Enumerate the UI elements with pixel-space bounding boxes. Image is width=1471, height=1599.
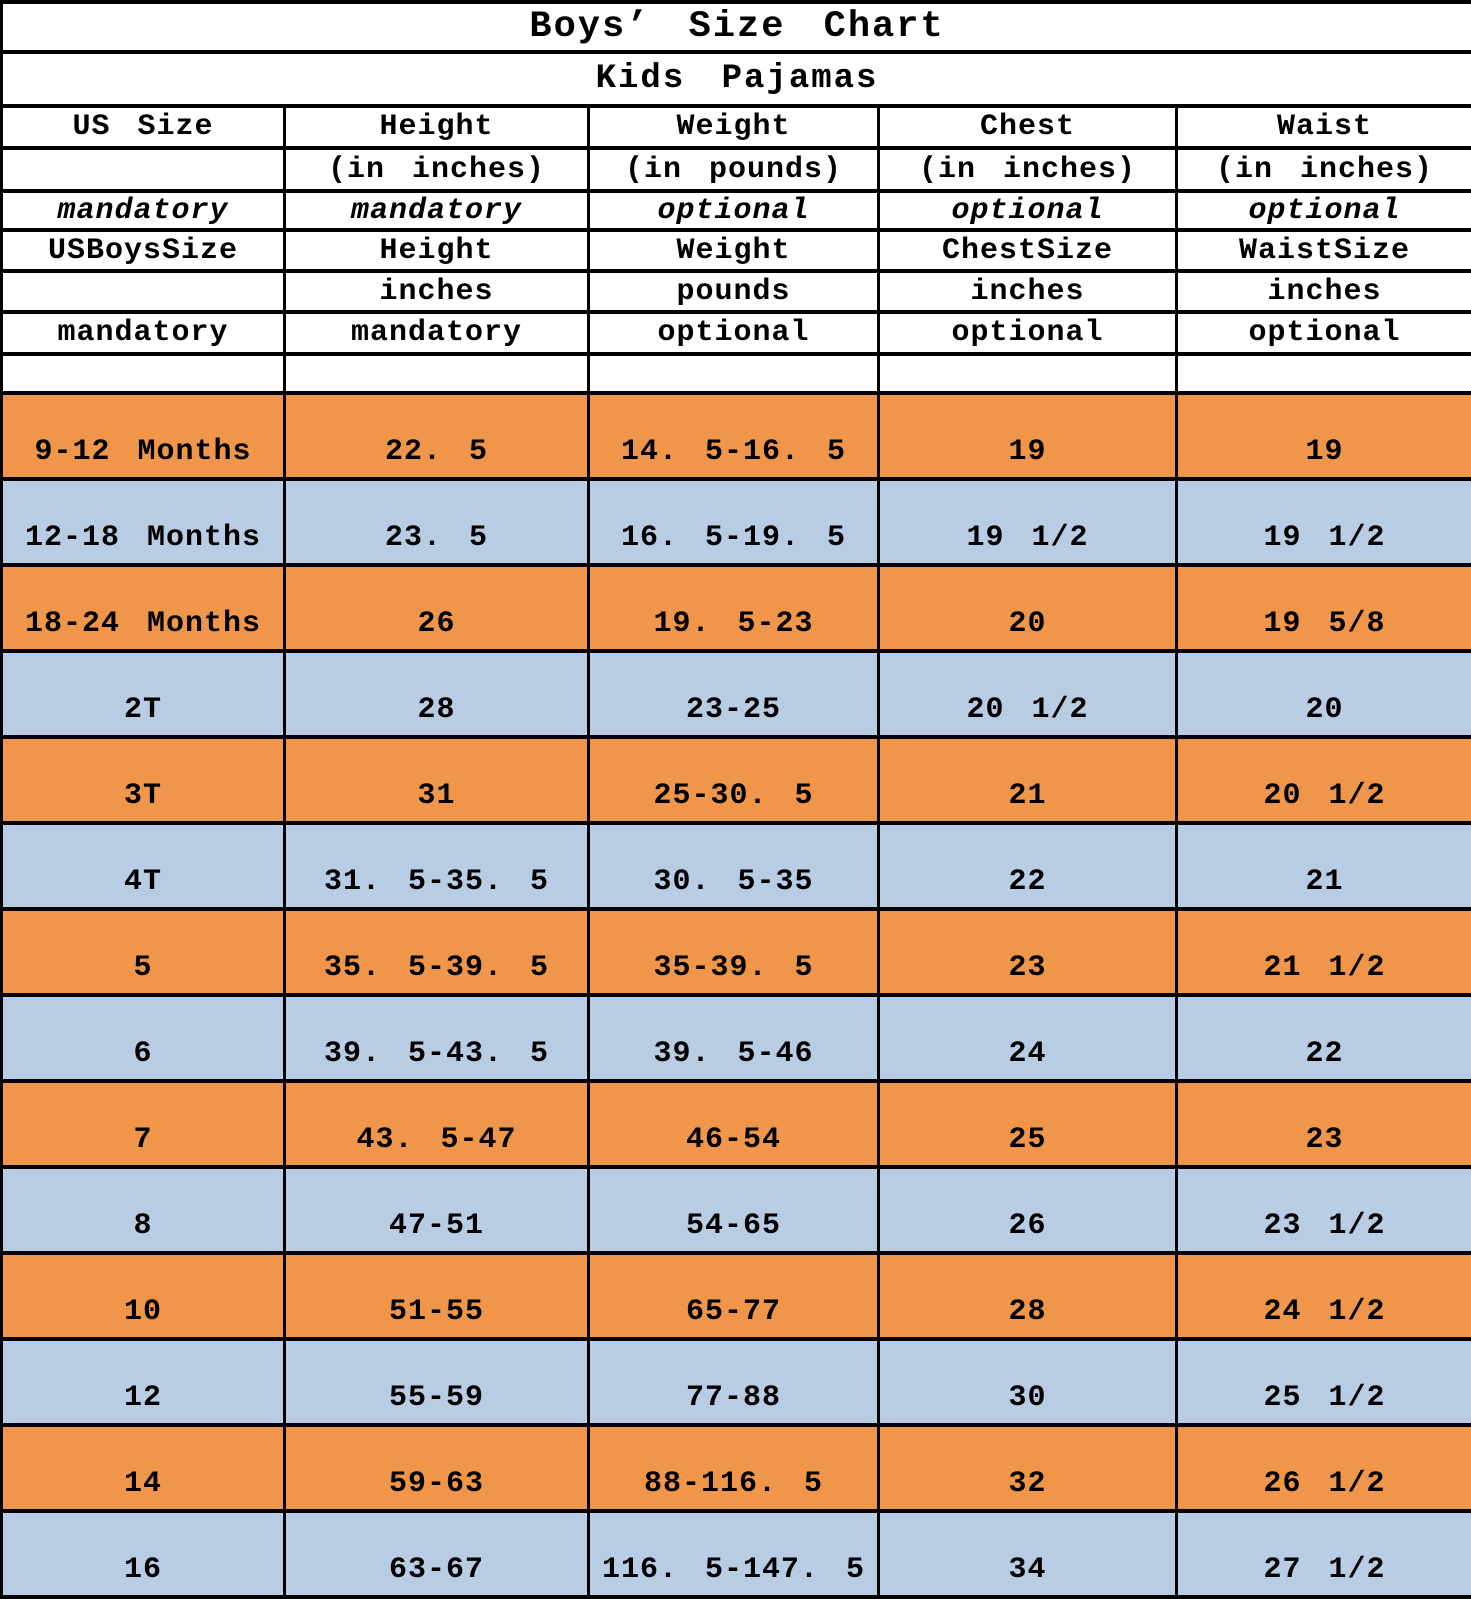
data-cell: 23. 5 bbox=[285, 479, 589, 565]
data-cell: 2T bbox=[2, 651, 285, 737]
header-cell: USBoysSize bbox=[2, 230, 285, 271]
header-cell: Waist bbox=[1177, 106, 1471, 148]
data-cell: 77-88 bbox=[589, 1339, 879, 1425]
spacer-cell bbox=[879, 354, 1177, 393]
data-cell: 59-63 bbox=[285, 1425, 589, 1511]
table-row bbox=[2, 823, 1471, 909]
header-cell: (in inches) bbox=[285, 148, 589, 191]
data-cell: 116. 5-147. 5 bbox=[589, 1511, 879, 1597]
data-cell: 35-39. 5 bbox=[589, 909, 879, 995]
data-cell: 23 bbox=[1177, 1081, 1471, 1167]
header-cell: ChestSize bbox=[879, 230, 1177, 271]
header-cell: optional bbox=[589, 312, 879, 354]
header-cell: mandatory bbox=[2, 191, 285, 230]
data-cell: 16. 5-19. 5 bbox=[589, 479, 879, 565]
data-cell: 39. 5-46 bbox=[589, 995, 879, 1081]
data-cell: 31 bbox=[285, 737, 589, 823]
data-cell: 21 bbox=[879, 737, 1177, 823]
data-cell: 19. 5-23 bbox=[589, 565, 879, 651]
data-cell: 7 bbox=[2, 1081, 285, 1167]
table-row bbox=[2, 737, 1471, 823]
table-row bbox=[2, 1511, 1471, 1597]
data-cell: 43. 5-47 bbox=[285, 1081, 589, 1167]
data-cell: 6 bbox=[2, 995, 285, 1081]
data-cell: 22 bbox=[879, 823, 1177, 909]
data-cell: 34 bbox=[879, 1511, 1177, 1597]
header-cell: optional bbox=[589, 191, 879, 230]
data-cell: 23-25 bbox=[589, 651, 879, 737]
table-subtitle: Kids Pajamas bbox=[2, 52, 1471, 106]
data-cell: 27 1/2 bbox=[1177, 1511, 1471, 1597]
header-cell: WaistSize bbox=[1177, 230, 1471, 271]
data-cell: 20 1/2 bbox=[879, 651, 1177, 737]
table-row bbox=[2, 1425, 1471, 1511]
table-row bbox=[2, 479, 1471, 565]
data-cell: 55-59 bbox=[285, 1339, 589, 1425]
table-row bbox=[2, 393, 1471, 479]
header-cell bbox=[2, 148, 285, 191]
data-cell: 4T bbox=[2, 823, 285, 909]
header-cell: (in inches) bbox=[1177, 148, 1471, 191]
data-cell: 19 bbox=[879, 393, 1177, 479]
data-cell: 19 1/2 bbox=[1177, 479, 1471, 565]
data-cell: 31. 5-35. 5 bbox=[285, 823, 589, 909]
data-cell: 9-12 Months bbox=[2, 393, 285, 479]
data-cell: 28 bbox=[879, 1253, 1177, 1339]
data-cell: 24 bbox=[879, 995, 1177, 1081]
table-row bbox=[2, 1253, 1471, 1339]
header-row bbox=[2, 230, 1471, 271]
data-cell: 23 bbox=[879, 909, 1177, 995]
header-cell: Height bbox=[285, 230, 589, 271]
header-row bbox=[2, 191, 1471, 230]
header-cell: mandatory bbox=[285, 312, 589, 354]
data-cell: 65-77 bbox=[589, 1253, 879, 1339]
data-cell: 16 bbox=[2, 1511, 285, 1597]
header-row bbox=[2, 106, 1471, 148]
data-cell: 32 bbox=[879, 1425, 1177, 1511]
subtitle-row bbox=[2, 52, 1471, 106]
spacer-cell bbox=[1177, 354, 1471, 393]
data-cell: 22 bbox=[1177, 995, 1471, 1081]
title-row bbox=[2, 2, 1471, 52]
data-cell: 54-65 bbox=[589, 1167, 879, 1253]
data-cell: 25-30. 5 bbox=[589, 737, 879, 823]
table-row bbox=[2, 909, 1471, 995]
data-cell: 19 1/2 bbox=[879, 479, 1177, 565]
header-cell: inches bbox=[1177, 271, 1471, 312]
header-cell: optional bbox=[879, 312, 1177, 354]
data-cell: 8 bbox=[2, 1167, 285, 1253]
header-cell: mandatory bbox=[285, 191, 589, 230]
data-cell: 25 1/2 bbox=[1177, 1339, 1471, 1425]
spacer-row bbox=[2, 354, 1471, 393]
header-cell: (in inches) bbox=[879, 148, 1177, 191]
data-cell: 14 bbox=[2, 1425, 285, 1511]
header-cell: pounds bbox=[589, 271, 879, 312]
header-row bbox=[2, 271, 1471, 312]
data-cell: 20 bbox=[879, 565, 1177, 651]
table-row bbox=[2, 995, 1471, 1081]
data-cell: 24 1/2 bbox=[1177, 1253, 1471, 1339]
data-cell: 18-24 Months bbox=[2, 565, 285, 651]
data-cell: 63-67 bbox=[285, 1511, 589, 1597]
data-cell: 88-116. 5 bbox=[589, 1425, 879, 1511]
data-cell: 30 bbox=[879, 1339, 1177, 1425]
header-cell: US Size bbox=[2, 106, 285, 148]
data-cell: 51-55 bbox=[285, 1253, 589, 1339]
header-cell: Chest bbox=[879, 106, 1177, 148]
data-cell: 28 bbox=[285, 651, 589, 737]
data-cell: 26 1/2 bbox=[1177, 1425, 1471, 1511]
table-row bbox=[2, 1081, 1471, 1167]
spacer-cell bbox=[589, 354, 879, 393]
data-cell: 21 1/2 bbox=[1177, 909, 1471, 995]
data-cell: 26 bbox=[285, 565, 589, 651]
data-cell: 35. 5-39. 5 bbox=[285, 909, 589, 995]
header-cell: optional bbox=[1177, 312, 1471, 354]
header-cell: Weight bbox=[589, 230, 879, 271]
data-cell: 19 bbox=[1177, 393, 1471, 479]
data-cell: 5 bbox=[2, 909, 285, 995]
table-row bbox=[2, 1167, 1471, 1253]
table-row bbox=[2, 1339, 1471, 1425]
header-cell: inches bbox=[879, 271, 1177, 312]
data-cell: 20 bbox=[1177, 651, 1471, 737]
header-row bbox=[2, 312, 1471, 354]
data-cell: 10 bbox=[2, 1253, 285, 1339]
header-cell: optional bbox=[1177, 191, 1471, 230]
spacer-cell bbox=[2, 354, 285, 393]
header-cell: Weight bbox=[589, 106, 879, 148]
table-row bbox=[2, 565, 1471, 651]
data-cell: 47-51 bbox=[285, 1167, 589, 1253]
data-cell: 3T bbox=[2, 737, 285, 823]
header-cell: mandatory bbox=[2, 312, 285, 354]
data-cell: 39. 5-43. 5 bbox=[285, 995, 589, 1081]
header-cell: Height bbox=[285, 106, 589, 148]
data-cell: 23 1/2 bbox=[1177, 1167, 1471, 1253]
data-cell: 26 bbox=[879, 1167, 1177, 1253]
data-cell: 20 1/2 bbox=[1177, 737, 1471, 823]
data-cell: 19 5/8 bbox=[1177, 565, 1471, 651]
data-cell: 12-18 Months bbox=[2, 479, 285, 565]
header-row bbox=[2, 148, 1471, 191]
spacer-cell bbox=[285, 354, 589, 393]
data-cell: 12 bbox=[2, 1339, 285, 1425]
header-cell: (in pounds) bbox=[589, 148, 879, 191]
data-cell: 25 bbox=[879, 1081, 1177, 1167]
data-cell: 14. 5-16. 5 bbox=[589, 393, 879, 479]
table-title: Boys’ Size Chart bbox=[2, 2, 1471, 52]
data-cell: 46-54 bbox=[589, 1081, 879, 1167]
header-cell bbox=[2, 271, 285, 312]
data-cell: 22. 5 bbox=[285, 393, 589, 479]
data-cell: 21 bbox=[1177, 823, 1471, 909]
header-cell: inches bbox=[285, 271, 589, 312]
table-row bbox=[2, 651, 1471, 737]
data-cell: 30. 5-35 bbox=[589, 823, 879, 909]
header-cell: optional bbox=[879, 191, 1177, 230]
